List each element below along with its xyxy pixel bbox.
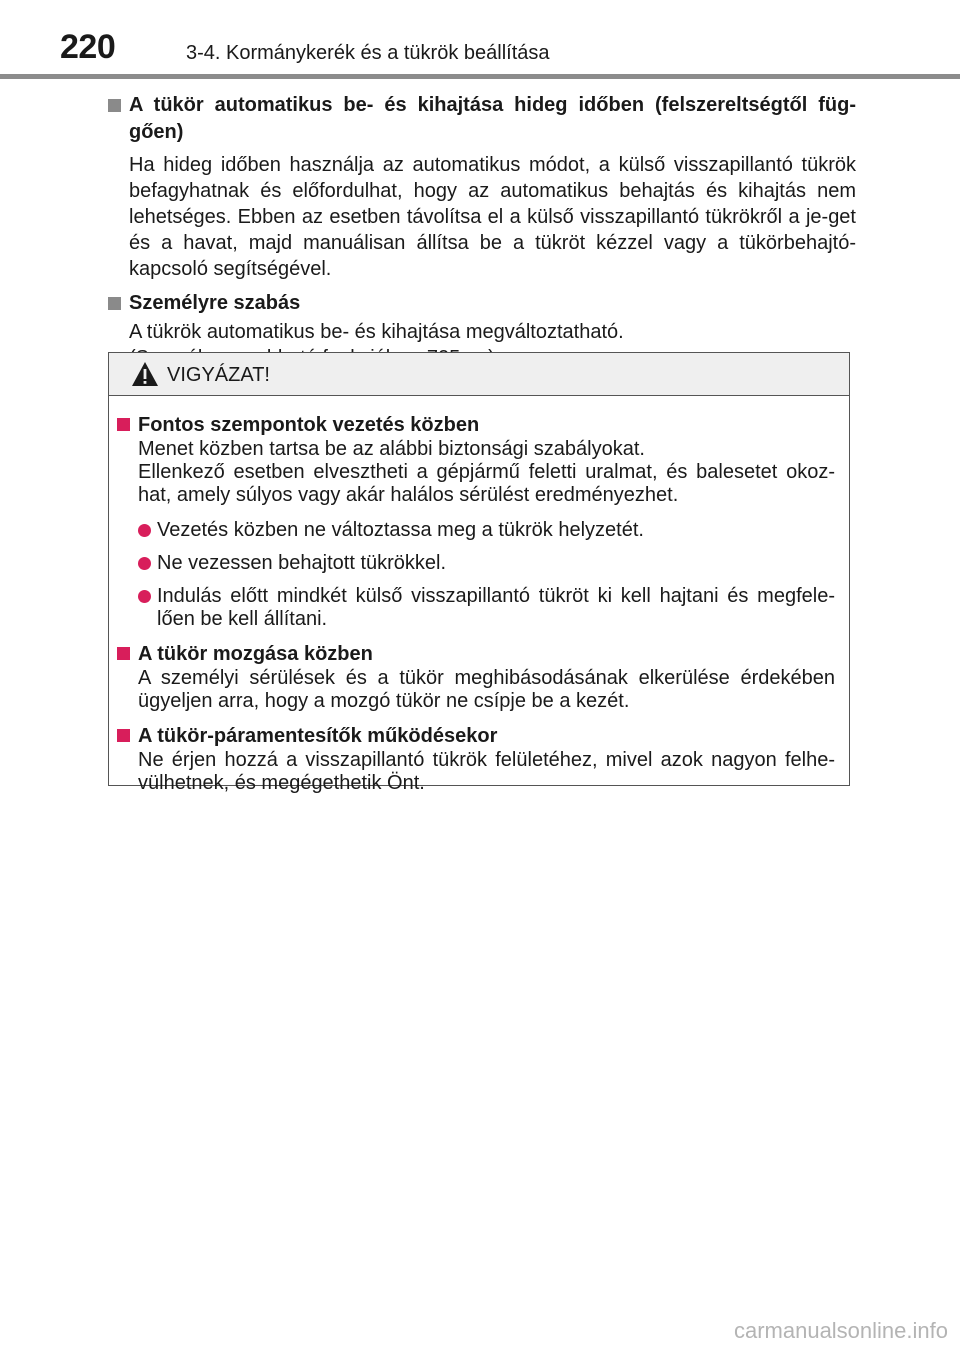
paragraph: Ha hideg időben használja az automatikus módot, a külső visszapillantó tükrök befagyhatnak és előfordulhat, hogy az automatikus behajtás és kihajtás nem lehetséges. Ebben az esetben távolítsa el a külső visszapillantó tükrökről a je-get és a havat, majd manuálisan állítsa be a tükröt kézzel vagy a tükörbehajtó-kapcsoló segítségével. bbox=[129, 154, 856, 280]
paragraph: Ellenkező esetben elvesztheti a gépjármű feletti uralmat, és balesetet okoz-hat, amely súlyos vagy akár halálos sérülést eredményezhet. bbox=[138, 461, 835, 506]
pink-dot-icon bbox=[138, 524, 151, 537]
main-content bbox=[108, 92, 856, 379]
warning-label: VIGYÁZAT! bbox=[167, 364, 270, 386]
pink-square-icon bbox=[117, 418, 130, 431]
pink-dot-icon bbox=[138, 557, 151, 570]
warning-body bbox=[109, 396, 849, 795]
section-title: Személyre szabás bbox=[129, 292, 301, 314]
bullet-item bbox=[138, 585, 835, 631]
section-cold-weather bbox=[108, 92, 856, 282]
warning-item-text bbox=[138, 667, 835, 713]
paragraph: A személyi sérülések és a tükör meghibásodásának elkerülése érdekében ügyeljen arra, hogy a mozgó tükör ne csípje be a kezét. bbox=[138, 667, 835, 712]
warning-item-text bbox=[138, 438, 835, 507]
warning-box bbox=[108, 352, 850, 794]
pink-square-icon bbox=[117, 647, 130, 660]
paragraph: Ne érjen hozzá a visszapillantó tükrök felületéhez, mivel azok nagyon felhe-vülhetnek, és megégethetik Önt. bbox=[138, 749, 835, 794]
pink-dot-icon bbox=[138, 590, 151, 603]
bullet-text: Indulás előtt mindkét külső visszapillantó tükröt ki kell hajtani és megfele-lően be kell állítani. bbox=[157, 585, 835, 630]
section-body bbox=[129, 152, 856, 282]
gray-square-icon bbox=[108, 297, 121, 310]
paragraph: A tükrök automatikus be- és kihajtása megváltoztatható. bbox=[129, 321, 624, 343]
warning-triangle-icon bbox=[131, 361, 159, 387]
gray-square-icon bbox=[108, 99, 121, 112]
warning-item-title: A tükör-páramentesítők működésekor bbox=[138, 725, 498, 747]
chapter-title: 3-4. Kormánykerék és a tükrök beállítása bbox=[186, 42, 550, 64]
warning-item-heading bbox=[117, 412, 835, 438]
watermark: carmanualsonline.info bbox=[733, 1318, 948, 1343]
bullet-item bbox=[138, 519, 835, 542]
section-title: A tükör automatikus be- és kihajtása hideg időben (felszereltségtől füg-gően) bbox=[129, 94, 856, 143]
header-divider bbox=[0, 74, 960, 79]
bullet-text: Vezetés közben ne változtassa meg a tükrök helyzetét. bbox=[157, 519, 644, 541]
warning-item-heading bbox=[117, 723, 835, 749]
bullet-text: Ne vezessen behajtott tükrökkel. bbox=[157, 552, 447, 574]
page-number: 220 bbox=[60, 28, 116, 66]
warning-item-title: A tükör mozgása közben bbox=[138, 643, 373, 665]
bullet-item bbox=[138, 552, 835, 575]
page-header bbox=[0, 0, 960, 82]
warning-item-text bbox=[138, 749, 835, 795]
warning-item-heading bbox=[117, 641, 835, 667]
warning-item-title: Fontos szempontok vezetés közben bbox=[138, 414, 480, 436]
section-heading bbox=[108, 92, 856, 146]
warning-header bbox=[109, 353, 849, 396]
section-heading bbox=[108, 290, 856, 317]
pink-square-icon bbox=[117, 729, 130, 742]
paragraph: Menet közben tartsa be az alábbi biztonsági szabályokat. bbox=[138, 438, 645, 460]
